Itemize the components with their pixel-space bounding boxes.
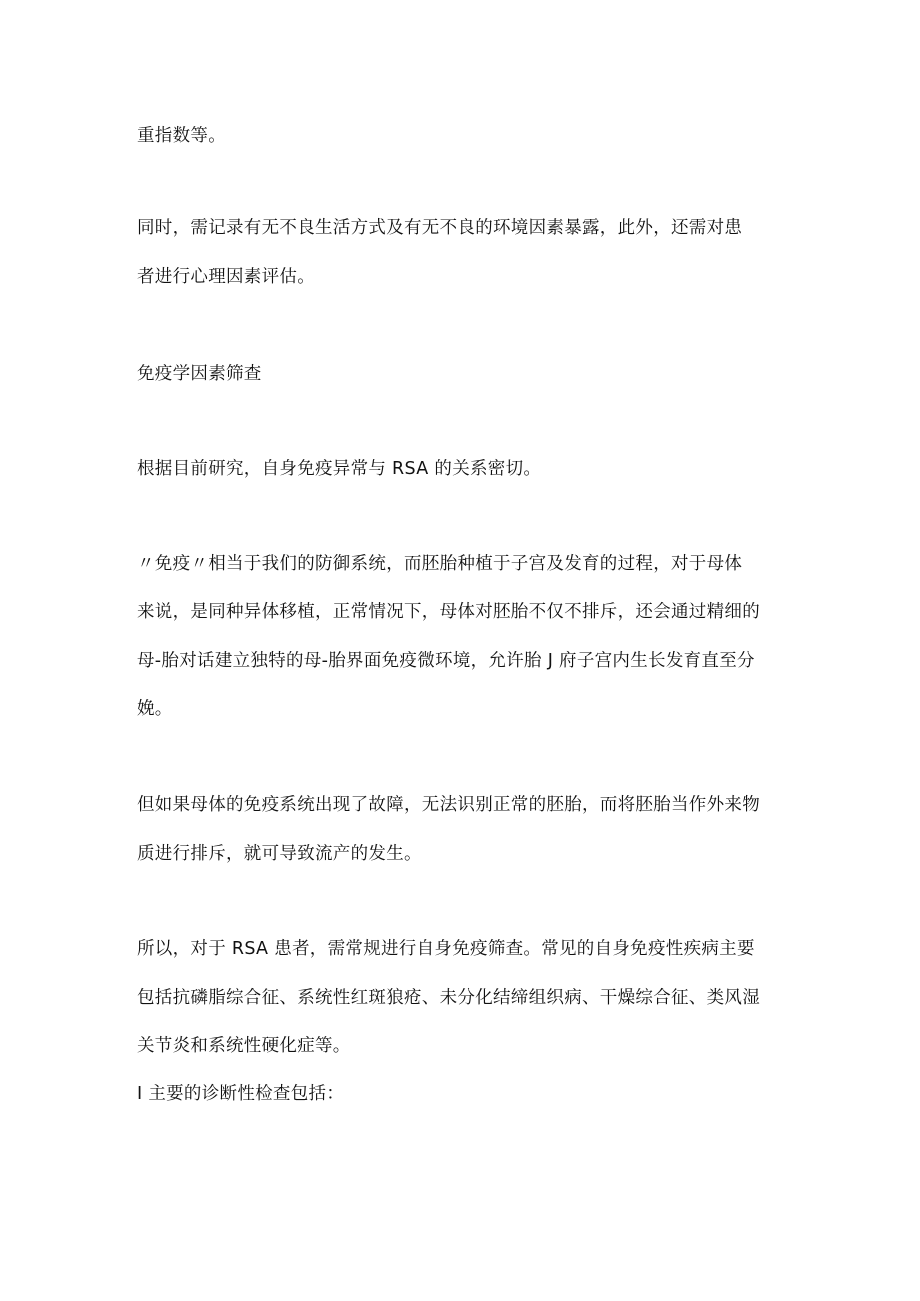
paragraph-line: 母-胎对话建立独特的母-胎界面免疫微环境，允许胎 J 府子宫内生长发育直至分 [137,651,755,671]
paragraph-line: 来说，是同种异体移植，正常情况下，母体对胚胎不仅不排斥，还会通过精细的 [137,602,760,622]
paragraph-line: 同时，需记录有无不良生活方式及有无不良的环境因素暴露，此外，还需对患 [137,218,743,238]
paragraph-line: 娩。 [137,699,173,719]
list-intro-line: I 主要的诊断性检查包括： [137,1084,345,1104]
paragraph-line: 关节炎和系统性硬化症等。 [137,1036,351,1056]
paragraph-line: 根据目前研究，自身免疫异常与 RSA 的关系密切。 [137,459,542,479]
paragraph-line: 包括抗磷脂综合征、系统性红斑狼疮、未分化结缔组织病、干燥综合征、类风湿 [137,988,760,1008]
paragraph-line: 重指数等。 [137,126,226,146]
paragraph-line: 所以，对于 RSA 患者，需常规进行自身免疫筛查。常见的自身免疫性疾病主要 [137,939,755,959]
paragraph-line: 质进行排斥，就可导致流产的发生。 [137,844,422,864]
paragraph-line: 〃免疫〃相当于我们的防御系统，而胚胎种植于子宫及发育的过程，对于母体 [137,554,743,574]
section-heading: 免疫学因素筛查 [137,364,262,384]
paragraph-line: 者进行心理因素评估。 [137,267,315,287]
paragraph-line: 但如果母体的免疫系统出现了故障，无法识别正常的胚胎，而将胚胎当作外来物 [137,795,760,815]
